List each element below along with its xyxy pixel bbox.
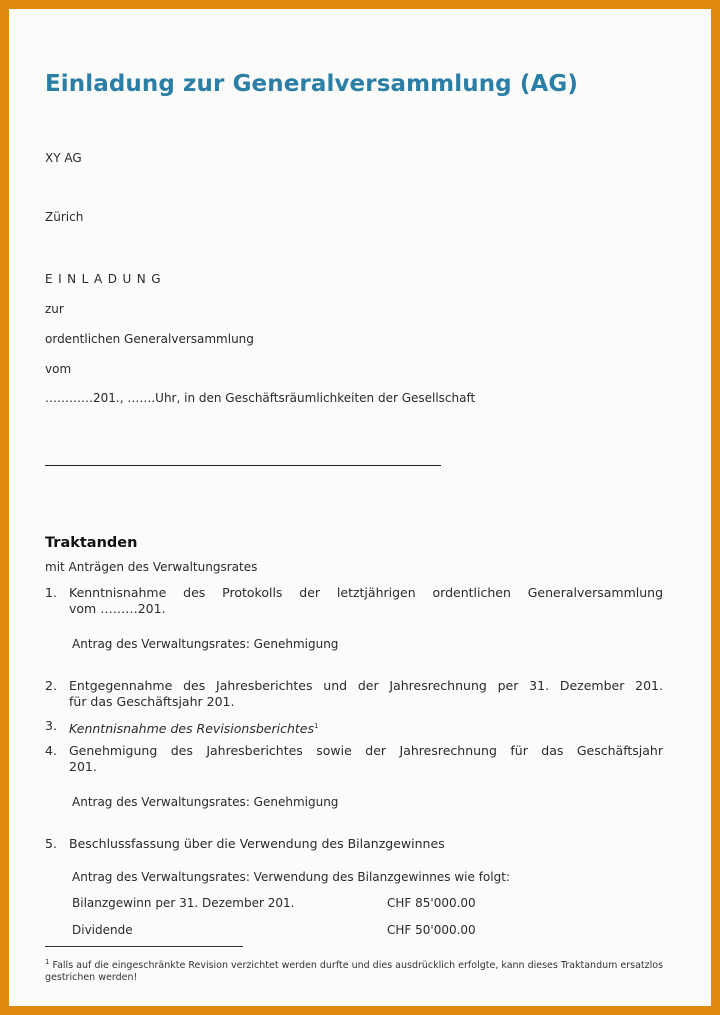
agenda-heading: Traktanden xyxy=(45,535,138,551)
agenda-item-line: Genehmigung des Jahresberichtes sowie der Jahresrechnung für das Geschäftsjahr xyxy=(69,743,663,758)
agenda-item-line: Kenntnisnahme des Protokolls der letztjährigen ordentlichen Generalversammlung xyxy=(69,585,663,600)
dividend-row-label: Dividende xyxy=(72,923,133,937)
agenda-item-line: 201. xyxy=(69,759,97,774)
footnote-reference: 1 xyxy=(314,722,319,730)
document-title: Einladung zur Generalversammlung (AG) xyxy=(45,71,578,97)
invitation-heading: EINLADUNG xyxy=(45,272,167,286)
agenda-item-text xyxy=(69,678,663,710)
agenda-item-text xyxy=(69,836,663,852)
agenda-item-line: für das Geschäftsjahr 201. xyxy=(69,694,235,709)
agenda-item-number: 3. xyxy=(45,718,57,733)
invitation-date-line: …………201., …….Uhr, in den Geschäftsräumlichkeiten der Gesellschaft xyxy=(45,391,476,405)
balance-row-label: Bilanzgewinn per 31. Dezember 201. xyxy=(72,896,295,910)
company-name: XY AG xyxy=(45,151,82,165)
invitation-vom: vom xyxy=(45,362,72,376)
invitation-zur: zur xyxy=(45,302,64,316)
agenda-item-number: 1. xyxy=(45,585,57,600)
agenda-item-text xyxy=(69,718,663,737)
agenda-item-4-proposal: Antrag des Verwaltungsrates: Genehmigung xyxy=(72,795,339,809)
agenda-item-2 xyxy=(45,678,665,712)
agenda-item-text xyxy=(69,585,663,617)
footnote-text: Falls auf die eingeschränkte Revision verzichtet werden durfte und dies ausdrücklich erfolgte, kann dieses Traktandum ersatzlos gestrichen werden! xyxy=(45,960,664,984)
agenda-item-1-proposal: Antrag des Verwaltungsrates: Genehmigung xyxy=(72,637,339,651)
invitation-meeting: ordentlichen Generalversammlung xyxy=(45,332,254,346)
agenda-item-line: vom ………201. xyxy=(69,601,166,616)
footnote xyxy=(45,956,665,984)
agenda-item-3 xyxy=(45,718,665,736)
agenda-subheading: mit Anträgen des Verwaltungsrates xyxy=(45,560,258,574)
city: Zürich xyxy=(45,210,84,224)
agenda-item-number: 5. xyxy=(45,836,57,851)
agenda-item-1 xyxy=(45,585,665,619)
agenda-item-line: Entgegennahme des Jahresberichtes und der Jahresrechnung per 31. Dezember 201. xyxy=(69,678,663,693)
agenda-item-5-proposal: Antrag des Verwaltungsrates: Verwendung des Bilanzgewinnes wie folgt: xyxy=(72,870,510,884)
footnote-mark: 1 xyxy=(45,958,50,966)
document-page xyxy=(9,9,711,1006)
agenda-item-line: Beschlussfassung über die Verwendung des Bilanzgewinnes xyxy=(69,836,445,851)
agenda-item-4 xyxy=(45,743,665,777)
agenda-item-number: 4. xyxy=(45,743,57,758)
dividend-row-value: CHF 50'000.00 xyxy=(387,923,476,937)
balance-row-value: CHF 85'000.00 xyxy=(387,896,476,910)
divider-line xyxy=(45,465,441,466)
agenda-item-text xyxy=(69,743,663,775)
agenda-item-number: 2. xyxy=(45,678,57,693)
footnote-separator xyxy=(45,946,243,947)
agenda-item-5 xyxy=(45,836,665,854)
agenda-item-line: Kenntnisnahme des Revisionsberichtes xyxy=(69,721,315,737)
